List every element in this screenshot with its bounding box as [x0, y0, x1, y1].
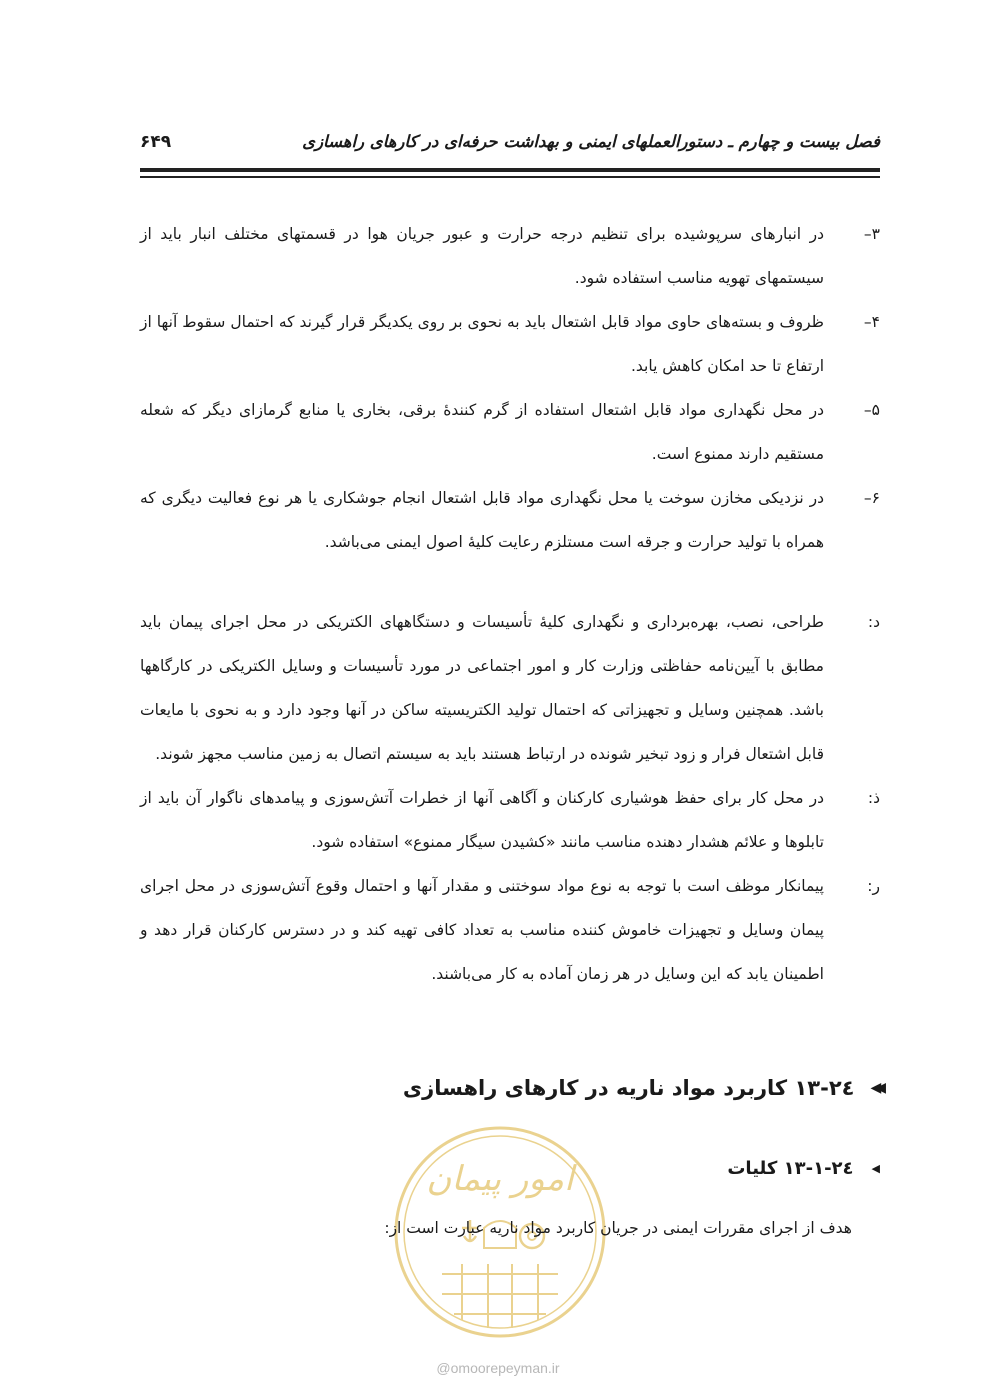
paragraph-text: طراحی، نصب، بهره‌برداری و نگهداری کلیهٔ تأسیسات و دستگاههای الکتریکی در محل اجرای پیمان باید مطابق با آیین‌نامه حفاظتی وزارت کار و امور اجتماعی در مورد تأسیسات و وسایل الکتریکی در کارگاهها باشد. همچنین وسایل و تجهیزاتی که احتمال تولید الکتریسیته ساکن در آنها وجود دارد و به نحوی با مایعات قابل اشتعال فرار و زود تبخیر شونده در ارتباط هستند باید به سیستم اتصال به زمین مناسب مجهز شوند.	[140, 613, 824, 763]
paragraph	[140, 776, 880, 864]
item-text: در انبارهای سرپوشیده برای تنظیم درجه حرارت و عبور جریان هوا در قسمتهای مختلف انبار باید از سیستمهای تهویه مناسب استفاده شود.	[140, 225, 824, 287]
item-text: ظروف و بسته‌های حاوی مواد قابل اشتعال باید به نحوی بر روی یکدیگر قرار گیرند که احتمال سقوط آنها از ارتفاع تا حد امکان کاهش یابد.	[140, 313, 824, 375]
paragraph	[140, 864, 880, 996]
watermark-logo-text: امور پیمان	[426, 1159, 574, 1199]
section-heading	[403, 1076, 880, 1100]
list-item	[140, 300, 880, 388]
lettered-paragraphs	[140, 600, 880, 996]
numbered-list	[140, 212, 880, 564]
item-text: در نزدیکی مخازن سوخت یا محل نگهداری مواد قابل اشتعال انجام جوشکاری یا هر نوع فعالیت دیگری که همراه با تولید حرارت و جرقه است مستلزم رعایت کلیهٔ اصول ایمنی می‌باشد.	[140, 489, 824, 551]
subsection-heading-text: ۲٤-۱۳-۱ کلیات	[727, 1158, 854, 1179]
item-number: ۶–	[863, 489, 880, 507]
list-item	[140, 476, 880, 564]
item-number: ۴–	[863, 313, 880, 331]
section-heading-text: ۲٤-۱۳ کاربرد مواد ناریه در کارهای راهسازی	[402, 1076, 855, 1100]
intro-sentence: هدف از اجرای مقررات ایمنی در جریان کاربرد مواد ناریه عبارت است از:	[384, 1219, 852, 1237]
double-arrow-icon: ◀◀	[870, 1080, 880, 1096]
header-rule-thick	[140, 168, 880, 172]
chapter-title: فصل بیست و چهارم ـ دستورالعملهای ایمنی و بهداشت حرفه‌ای در کارهای راهسازی	[302, 132, 880, 151]
paragraph-label: ر:	[867, 877, 880, 895]
running-header	[140, 128, 880, 162]
watermark-caption: @omoorepeyman.ir	[436, 1360, 560, 1376]
item-text: در محل نگهداری مواد قابل اشتعال استفاده از گرم کنندهٔ برقی، بخاری یا منابع گرمازای دیگر که شعله مستقیم دارند ممنوع است.	[140, 401, 824, 463]
arrow-icon: ◀	[871, 1162, 880, 1175]
list-item	[140, 388, 880, 476]
subsection-heading	[727, 1158, 880, 1179]
page-number: ۶۴۹	[140, 132, 172, 152]
paragraph	[140, 600, 880, 776]
header-rule-thin	[140, 176, 880, 178]
list-item	[140, 212, 880, 300]
paragraph-label: د:	[867, 613, 880, 631]
item-number: ۵–	[863, 401, 880, 419]
paragraph-text: در محل کار برای حفظ هوشیاری کارکنان و آگاهی آنها از خطرات آتش‌سوزی و پیامدهای ناگوار آن باید از تابلوها و علائم هشدار دهنده مناسب مانند «کشیدن سیگار ممنوع» استفاده شود.	[140, 789, 824, 851]
item-number: ۳–	[863, 225, 880, 243]
paragraph-text: پیمانکار موظف است با توجه به نوع مواد سوختنی و مقدار آنها و احتمال وقوع آتش‌سوزی در محل اجرای پیمان وسایل و تجهیزات خاموش کننده مناسب به تعداد کافی تهیه کند و در دسترس کارکنان قرار دهد و اطمینان یابد که این وسایل در هر زمان آماده به کار می‌باشند.	[140, 877, 824, 983]
paragraph-label: ذ:	[867, 789, 880, 807]
